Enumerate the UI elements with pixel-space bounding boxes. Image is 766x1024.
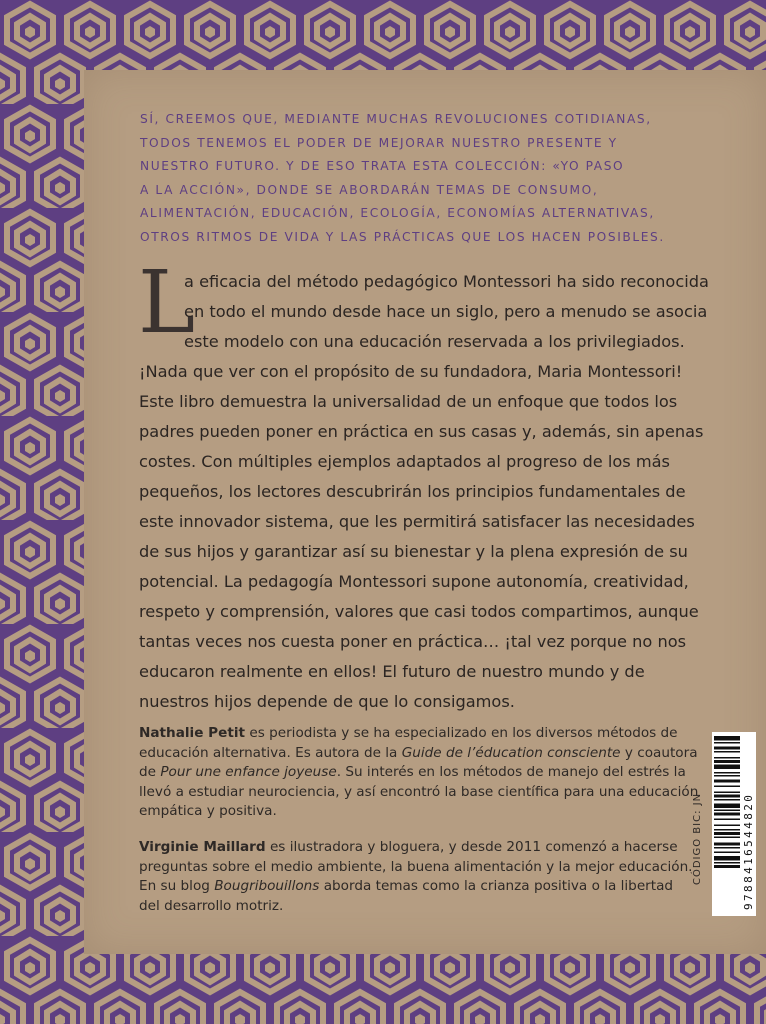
author-bio [139, 724, 729, 822]
barcode-bar [714, 786, 740, 788]
barcode-bar [714, 757, 740, 759]
bio-line: preguntas sobre el medio ambiente, la buena alimentación y la mejor educación. [139, 858, 693, 875]
synopsis-line: educaron realmente en ellos! El futuro de nuestro mundo y de [139, 662, 645, 681]
barcode-bar [714, 804, 740, 809]
synopsis-line: nuestros hijos depende de que lo consigamos. [139, 692, 515, 711]
synopsis-line: respeto y comprensión, valores que casi todos compartimos, aunque [139, 602, 699, 621]
intro-line: ALIMENTACIÓN, EDUCACIÓN, ECOLOGÍA, ECONOMÍAS ALTERNATIVAS, [140, 206, 655, 221]
bio-text: es periodista y se ha especializado en los diversos métodos de [245, 725, 678, 741]
barcode-bar [714, 813, 740, 816]
bio-line: llevó a estudiar neurociencia, y así encontró la base científica para una educación [139, 783, 699, 800]
synopsis-line: tantas veces nos cuesta poner en práctica… ¡tal vez porque no nos [139, 632, 687, 651]
barcode-bar [714, 865, 740, 868]
illustrator-name: Virginie Maillard [139, 839, 266, 855]
barcode-bar [714, 825, 740, 827]
barcode-bar [714, 843, 740, 846]
barcode-bar [714, 792, 740, 794]
barcode-bar [714, 760, 740, 763]
bio-text: . Su interés en los métodos de manejo del estrés la [336, 764, 686, 781]
barcode-bar [714, 829, 740, 831]
barcode-bars [714, 732, 742, 916]
barcode-number: 9788416544820 [742, 792, 755, 910]
bio-line [139, 724, 729, 744]
book-title: Guide de l’éducation consciente [401, 744, 621, 761]
bio-line: del desarrollo motriz. [139, 897, 284, 914]
collection-intro [140, 108, 720, 250]
barcode-bar [714, 862, 740, 864]
synopsis-line: este innovador sistema, que les permitirá satisfacer las necesidades [139, 512, 695, 531]
barcode-bar [714, 772, 740, 774]
barcode-bar [714, 736, 740, 741]
synopsis-line: costes. Con múltiples ejemplos adaptados al progreso de los más [139, 452, 670, 471]
bio-line: empática y positiva. [139, 803, 277, 820]
synopsis-line: Este libro demuestra la universalidad de un enfoque que todos los [139, 392, 678, 411]
intro-line: NUESTRO FUTURO. Y DE ESO TRATA ESTA COLECCIÓN: «YO PASO [140, 159, 625, 174]
barcode-bar [714, 832, 740, 835]
intro-line: SÍ, CREEMOS QUE, MEDIANTE MUCHAS REVOLUCIONES COTIDIANAS, [140, 112, 652, 126]
barcode-bar [714, 799, 740, 801]
barcode-bar [714, 847, 740, 849]
bio-text: y coautora [620, 744, 698, 761]
synopsis-line: ¡Nada que ver con el propósito de su fundadora, Maria Montessori! [139, 362, 683, 381]
synopsis-line: en todo el mundo desde hace un siglo, pero a menudo se asocia [184, 302, 708, 321]
intro-line: A LA ACCIÓN», DONDE SE ABORDARÁN TEMAS DE CONSUMO, [140, 182, 599, 197]
synopsis-line: a eficacia del método pedagógico Montessori ha sido reconocida [184, 272, 709, 291]
illustrator-bio [139, 838, 729, 916]
barcode-digits [742, 738, 754, 910]
bio-line [139, 838, 729, 858]
barcode-bar [714, 747, 740, 750]
bic-code [692, 735, 706, 885]
barcode-bar [714, 795, 740, 798]
synopsis-line: este modelo con una educación reservada a los privilegiados. [184, 332, 685, 351]
barcode-bar [714, 765, 740, 770]
synopsis [138, 253, 724, 717]
book-title: Pour une enfance joyeuse [160, 764, 337, 781]
drop-cap: L [138, 253, 196, 353]
barcode-bar [714, 852, 740, 854]
synopsis-line: de sus hijos y garantizar así su bienestar y la plena expresión de su [139, 542, 688, 561]
intro-line: OTROS RITMOS DE VIDA Y LAS PRÁCTICAS QUE LOS HACEN POSIBLES. [140, 229, 665, 244]
bio-line [139, 744, 729, 764]
bio-line [139, 877, 729, 897]
synopsis-line: pequeños, los lectores descubrirán los principios fundamentales de [139, 482, 686, 501]
barcode-bar [714, 780, 740, 783]
barcode-bar [714, 775, 740, 777]
barcode-bar [714, 810, 740, 812]
barcode-bar [714, 742, 740, 744]
author-name: Nathalie Petit [139, 725, 246, 741]
bio-text: En su blog [139, 878, 215, 895]
bio-text: de [139, 764, 161, 781]
synopsis-line: padres pueden poner en práctica en sus casas y, además, sin apenas [139, 422, 704, 441]
bio-line [139, 763, 729, 783]
blog-title: Bougribouillons [214, 878, 320, 895]
bic-code-text: CÓDIGO BIC: JN [692, 792, 703, 885]
synopsis-line: potencial. La pedagogía Montessori supone autonomía, creatividad, [139, 572, 689, 591]
barcode-bar [714, 751, 740, 753]
bio-text: es ilustradora y bloguera, y desde 2011 comenzó a hacerse [265, 839, 678, 855]
barcode-bar [714, 837, 740, 839]
bio-text: educación alternativa. Es autora de la [139, 744, 402, 761]
intro-line: TODOS TENEMOS EL PODER DE MEJORAR NUESTRO PRESENTE Y [140, 135, 618, 150]
isbn-barcode [712, 732, 756, 916]
back-cover-panel [84, 70, 766, 954]
bio-text: aborda temas como la crianza positiva o la libertad [319, 878, 674, 895]
barcode-bar [714, 856, 740, 861]
barcode-bar [714, 819, 740, 821]
